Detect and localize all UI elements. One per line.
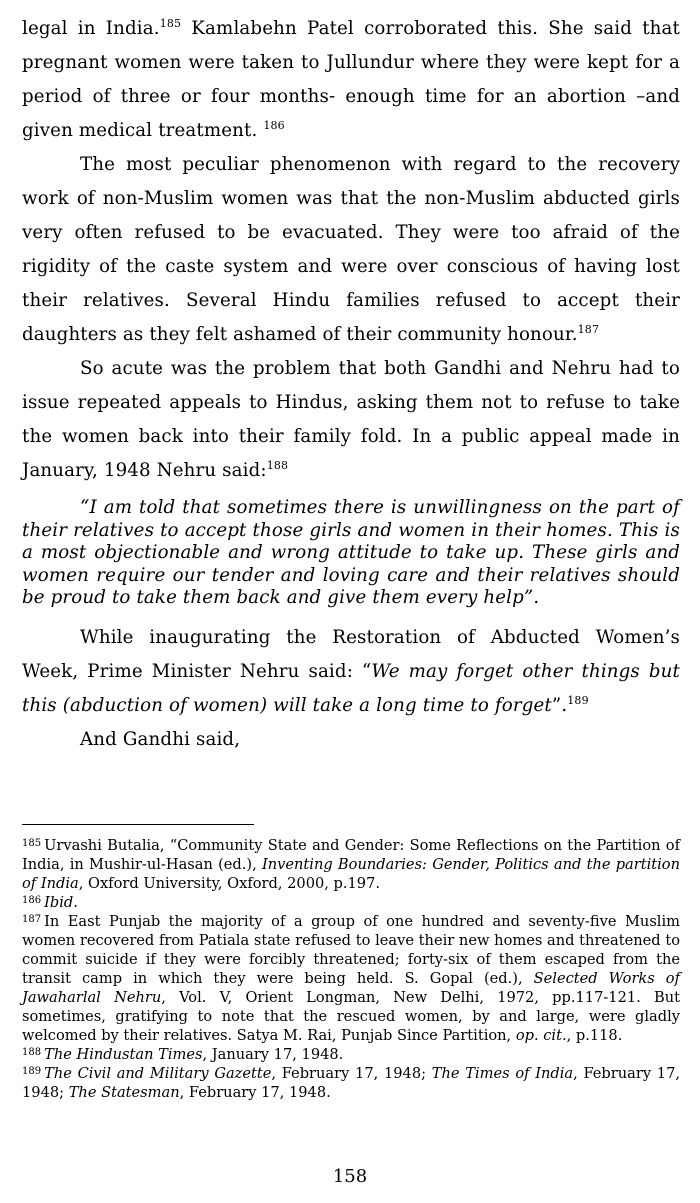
footnote-186: $^{186}$ Ibid. xyxy=(22,894,78,911)
page-number: 158 xyxy=(332,1166,368,1187)
footnote-189: $^{189}$ The Civil and Military Gazette, February 17, 1948; The Times of India, February 17, 1948; The Statesman, February 17, 1948. xyxy=(22,1065,680,1101)
footnote-ref-186[interactable]: 186 xyxy=(263,119,285,132)
paragraph-1: legal in India.$^{185}$ Kamlabehn Patel corroborated this. She said that pregnant women were taken to Jullundur where they were kept for a period of three or four months- enough time for an abortion –and given medical treatment. $^{186}$ xyxy=(22,17,680,141)
footnote-188: $^{188}$ The Hindustan Times, January 17, 1948. xyxy=(22,1046,344,1063)
footnote-separator xyxy=(22,824,254,825)
footnote-187: $^{187}$ In East Punjab the majority of a group of one hundred and seventy-five Muslim women recovered from Patiala state refused to leave their new homes and threatened to commit suicide if they were forcibly threatened; forty-six of them escaped from the transit camp in which they were being held. S. Gopal (ed.), Selected Works of Jawaharlal Nehru, Vol. V, Orient Longman, New Delhi, 1972, pp.117-121. But sometimes, gratifying to note that the rescued women, by and large, were gladly welcomed by their relatives. Satya M. Rai, Punjab Since Partition, op. cit., p.118. xyxy=(22,913,680,1044)
paragraph-5: And Gandhi said, xyxy=(80,728,241,750)
footnote-185: $^{185}$ Urvashi Butalia, “Community State and Gender: Some Reflections on the Partition of India, in Mushir-ul-Hasan (ed.), Inventing Boundaries: Gender, Politics and the partition of India, Oxford University, Oxford, 2000, p.197. xyxy=(22,837,680,892)
paragraph-4: While inaugurating the Restoration of Abducted Women’s Week, Prime Minister Nehru said: “We may forget other things but this (abduction of women) will take a long time to forget”.$^{189}$ xyxy=(22,626,680,716)
block-quote: “I am told that sometimes there is unwillingness on the part of their relatives to accept those girls and women in their homes. This is a most objectionable and wrong attitude to take up. These girls and women require our tender and loving care and their relatives should be proud to take them back and give them every help”. xyxy=(22,497,680,608)
paragraph-2: The most peculiar phenomenon with regard to the recovery work of non-Muslim women was that the non-Muslim abducted girls very often refused to be evacuated. They were too afraid of the rigidity of the caste system and were over conscious of having lost their relatives. Several Hindu families refused to accept their daughters as they felt ashamed of their community honour.$^{187}$ xyxy=(22,154,680,345)
footnote-ref-188[interactable]: 188 xyxy=(266,459,289,472)
footnote-ref-185[interactable]: 185 xyxy=(159,17,182,30)
paragraph-3: So acute was the problem that both Gandhi and Nehru had to issue repeated appeals to Hindus, asking them not to refuse to take the women back into their family fold. In a public appeal made in January, 1948 Nehru said:$^{188}$ xyxy=(22,358,680,481)
footnote-ref-187[interactable]: 187 xyxy=(577,323,600,336)
footnotes xyxy=(22,836,680,1102)
footnote-ref-189[interactable]: 189 xyxy=(567,693,589,707)
main-text xyxy=(22,12,680,757)
